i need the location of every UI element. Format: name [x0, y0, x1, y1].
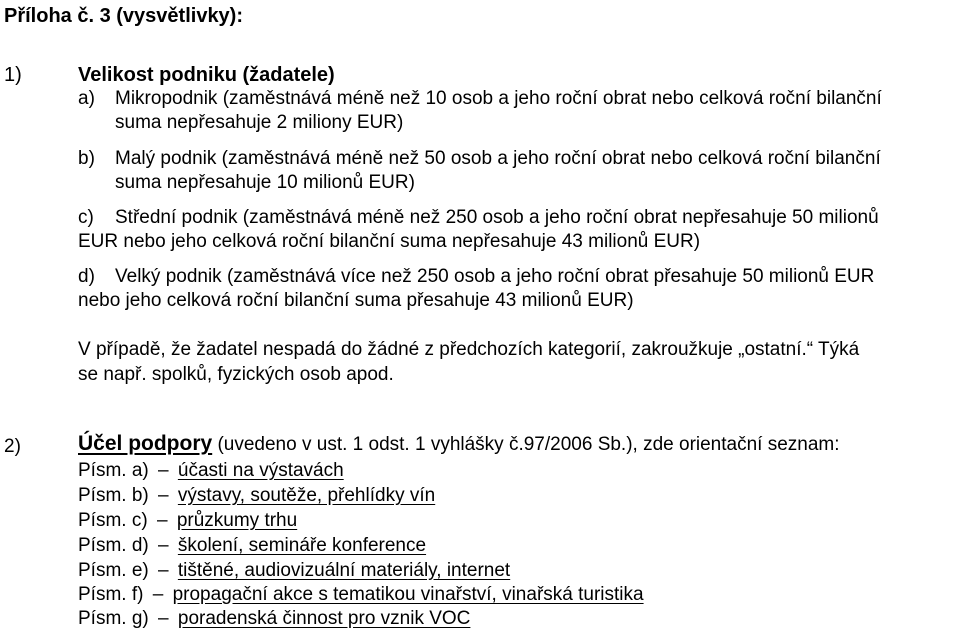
section1-item-b-line1: Malý podnik (zaměstnává méně než 50 osob a jeho roční obrat nebo celková roční bilanční — [115, 148, 881, 169]
section2-item-d-label: Písm. d) — [78, 535, 149, 556]
page-title — [4, 5, 243, 27]
section2-item-b-text: výstavy, soutěže, přehlídky vín — [177, 485, 436, 506]
section1-item-a-line2: suma nepřesahuje 2 miliony EUR) — [115, 112, 404, 133]
section2-item-f-label: Písm. f) — [78, 584, 144, 605]
section1-item-c-line2: EUR nebo jeho celková roční bilanční suma nepřesahuje 43 milionů EUR) — [78, 231, 701, 252]
section2-item-g — [78, 608, 470, 630]
section2-item-b — [78, 485, 435, 507]
section2-item-d-text: školení, semináře konference — [177, 535, 427, 556]
section1-item-a-letter: a) — [78, 88, 95, 109]
section2-item-e-label: Písm. e) — [78, 560, 149, 581]
section2-item-g-label: Písm. g) — [78, 608, 149, 629]
dash: – — [158, 608, 169, 629]
section1-item-c-line1: Střední podnik (zaměstnává méně než 250 osob a jeho roční obrat nepřesahuje 50 milionů — [115, 207, 879, 228]
dash: – — [152, 584, 164, 605]
dash: – — [156, 510, 168, 531]
section2-number: 2) — [4, 436, 21, 457]
section2-item-c-label: Písm. c) — [78, 510, 148, 531]
section1-item-b-letter: b) — [78, 148, 95, 169]
section1-note-line1: V případě, že žadatel nespadá do žádné z předchozích kategorií, zakroužkuje „ostatní.“ Týká — [78, 339, 860, 360]
dash: – — [158, 460, 169, 481]
page-title-text: Příloha č. 3 (vysvětlivky): — [4, 5, 244, 27]
section1-note-line2: se např. spolků, fyzických osob apod. — [78, 364, 394, 385]
section1-item-c-letter: c) — [78, 207, 94, 228]
section1-heading: Velikost podniku (žadatele) — [78, 64, 335, 86]
section2-item-f — [78, 584, 644, 606]
section2-item-a — [78, 460, 344, 482]
section2-item-a-text: účasti na výstavách — [177, 460, 344, 481]
dash: – — [158, 535, 169, 556]
section1-item-b-line2: suma nepřesahuje 10 milionů EUR) — [115, 172, 415, 193]
section1-item-d-line2: nebo jeho celková roční bilanční suma přesahuje 43 milionů EUR) — [78, 290, 634, 311]
section1-number: 1) — [4, 64, 22, 86]
section2-heading-rest: (uvedeno v ust. 1 odst. 1 vyhlášky č.97/2006 Sb.), zde orientační seznam: — [212, 434, 840, 455]
dash: – — [158, 560, 169, 581]
section2-item-c-text: průzkumy trhu — [176, 510, 298, 531]
section1-item-a-line1: Mikropodnik (zaměstnává méně než 10 osob a jeho roční obrat nebo celková roční bilanční — [115, 88, 882, 109]
section2-item-a-label: Písm. a) — [78, 460, 149, 481]
section1-item-d-letter: d) — [78, 266, 95, 287]
section2-item-g-text: poradenská činnost pro vznik VOC — [177, 608, 471, 629]
section2-item-d — [78, 535, 426, 557]
section2-item-b-label: Písm. b) — [78, 485, 149, 506]
section2-item-e-text: tištěné, audiovizuální materiály, internet — [177, 560, 511, 581]
section2-item-c — [78, 510, 297, 532]
section2-item-f-text: propagační akce s tematikou vinařství, vinařská turistika — [172, 584, 644, 605]
section2-item-e — [78, 560, 510, 582]
section2-heading-line — [78, 433, 840, 456]
section2-heading: Účel podpory — [78, 432, 213, 455]
section1-item-d-line1: Velký podnik (zaměstnává více než 250 osob a jeho roční obrat přesahuje 50 milionů EUR — [115, 266, 875, 287]
dash: – — [158, 485, 169, 506]
